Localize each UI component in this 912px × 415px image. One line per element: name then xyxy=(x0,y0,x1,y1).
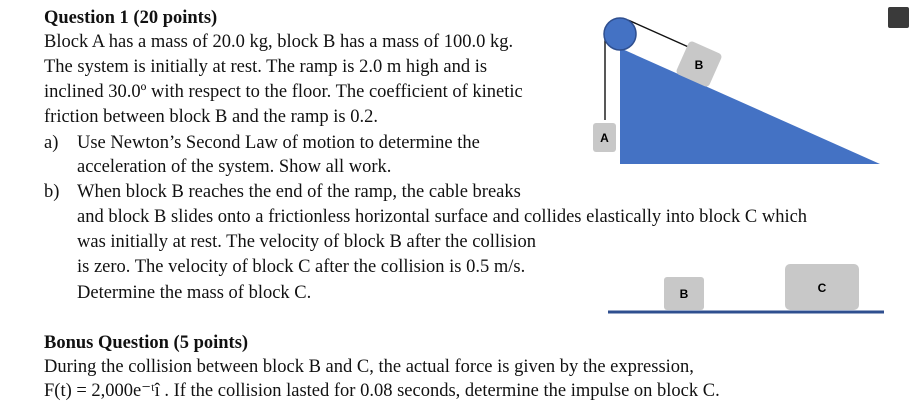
intro-line-4: friction between block B and the ramp is 0.2. xyxy=(44,107,378,127)
part-b-line-2: and block B slides onto a frictionless horizontal surface and collides elastically into block C which xyxy=(77,207,808,227)
ramp-figure xyxy=(593,18,880,164)
part-a-line-2: acceleration of the system. Show all work. xyxy=(77,157,392,177)
part-a-line-1: Use Newton’s Second Law of motion to determine the xyxy=(77,133,480,153)
part-b-marker: b) xyxy=(44,182,60,202)
part-a-marker: a) xyxy=(44,133,59,153)
collision-figure xyxy=(608,264,884,312)
block-c-label: C xyxy=(817,281,827,295)
bonus-line-1: During the collision between block B and C, the actual force is given by the expression, xyxy=(44,357,694,377)
intro-line-3: inclined 30.0º with respect to the floor. The coefficient of kinetic xyxy=(44,82,523,102)
intro-line-2: The system is initially at rest. The ramp is 2.0 m high and is xyxy=(44,57,488,77)
intro-line-1: Block A has a mass of 20.0 kg, block B has a mass of 100.0 kg. xyxy=(44,32,514,52)
part-b-line-4: is zero. The velocity of block C after the collision is 0.5 m/s. xyxy=(77,257,526,277)
bonus-line-2: F(t) = 2,000e⁻ᵗî . If the collision lasted for 0.08 seconds, determine the impulse on block C. xyxy=(44,381,720,401)
part-b-line-5: Determine the mass of block C. xyxy=(77,283,312,303)
ramp xyxy=(620,48,880,164)
bonus-heading: Bonus Question (5 points) xyxy=(44,333,249,353)
block-b-ramp-label: B xyxy=(694,58,704,72)
pulley xyxy=(604,18,636,50)
block-a-label: A xyxy=(600,131,609,145)
part-b-line-1: When block B reaches the end of the ramp, the cable breaks xyxy=(77,182,521,202)
part-b-line-3: was initially at rest. The velocity of block B after the collision xyxy=(77,232,536,252)
cable-incline xyxy=(628,20,693,49)
question-heading: Question 1 (20 points) xyxy=(44,8,218,28)
block-b-surface-label: B xyxy=(679,287,689,301)
